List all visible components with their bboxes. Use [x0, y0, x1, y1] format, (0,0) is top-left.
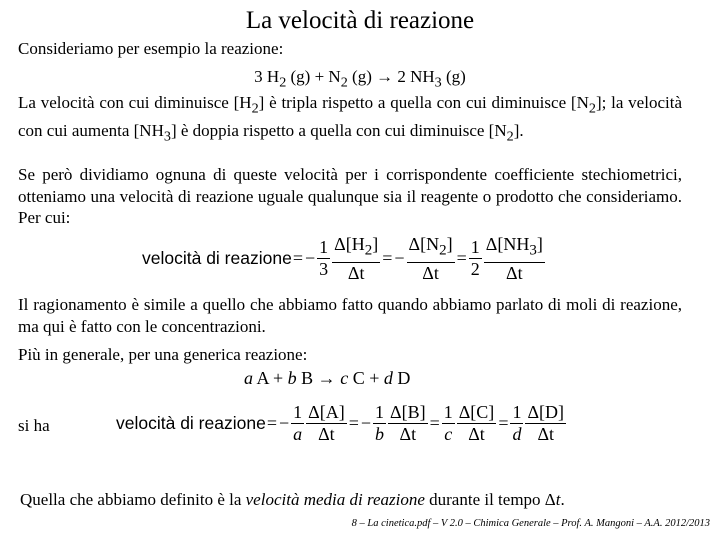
page-title: La velocità di reazione	[245, 7, 475, 34]
general-intro-text: Più in generale, per una generica reazione:	[18, 345, 308, 364]
delta-fraction-n2: $\frac{\Delta[N_2]}{\Delta t}$	[408, 234, 453, 283]
rate-description-paragraph: La velocità con cui diminuisce $[H_2]$ è tripla rispetto a quella con cui diminuisce $[N_2]$; la velocità con cui aumenta $[NH_3]$ è doppia rispetto a quella con cui diminuisce $[N_2]$.	[18, 93, 682, 145]
rate-equation-specific: velocità di reazione = − $\frac{1}{3}$ $\frac{\Delta[H_2]}{\Delta t}$ = − $\frac{\Delta[N_2]}{\Delta t}$ = $\frac{1}{2}$ $\frac{\Delta[NH_3]}{\Delta t}$	[142, 234, 543, 283]
delta-fraction-h2: $\frac{\Delta[H_2]}{\Delta t}$	[334, 234, 379, 283]
reasoning-paragraph: Il ragionamento è simile a quello che abbiamo fatto quando abbiamo parlato di moli di reazione, ma qui è fatto con le concentrazioni.	[18, 295, 682, 336]
definition-sentence: Quella che abbiamo definito è la velocità media di reazione durante il tempo Δt.	[20, 490, 565, 509]
rate-label: velocità di reazione	[116, 413, 266, 433]
stoichiometry-paragraph: Se però dividiamo ognuna di queste velocità per i corrispondente coefficiente stechiometrici, otteniamo una velocità di reazione uguale qualunque sia il reagente o prodotto che consideriamo. Per cui:	[18, 165, 682, 227]
rate-equation-general: velocità di reazione = − $\frac{1}{a}$ $\frac{\Delta[A]}{\Delta t}$ = − $\frac{1}{b}$ $\frac{\Delta[B]}{\Delta t}$ = $\frac{1}{c}$ $\frac{\Delta[C]}{\Delta t}$ = $\frac{1}{d}$ $\frac{\Delta[D]}{\Delta t}$	[116, 402, 565, 444]
page-footer: 8 – La cinetica.pdf – V 2.0 – Chimica Generale – Prof. A. Mangoni – A.A. 2012/2013	[351, 518, 710, 529]
coef-fraction-h2: $\frac{1}{3}$	[319, 237, 329, 280]
generic-reaction-equation: a A + b B → c C + d D	[244, 368, 411, 388]
rate-label: velocità di reazione	[142, 248, 292, 269]
coef-fraction-nh3: $\frac{1}{2}$	[470, 237, 480, 280]
delta-fraction-nh3: $\frac{\Delta[NH_3]}{\Delta t}$	[485, 234, 543, 283]
reaction-equation: 3 $H_2$ $(g) + N_2$ (g) → 2 $NH_3$ (g)	[254, 67, 466, 91]
si-ha-text: si ha	[18, 416, 50, 435]
intro-text: Consideriamo per esempio la reazione:	[18, 39, 284, 58]
